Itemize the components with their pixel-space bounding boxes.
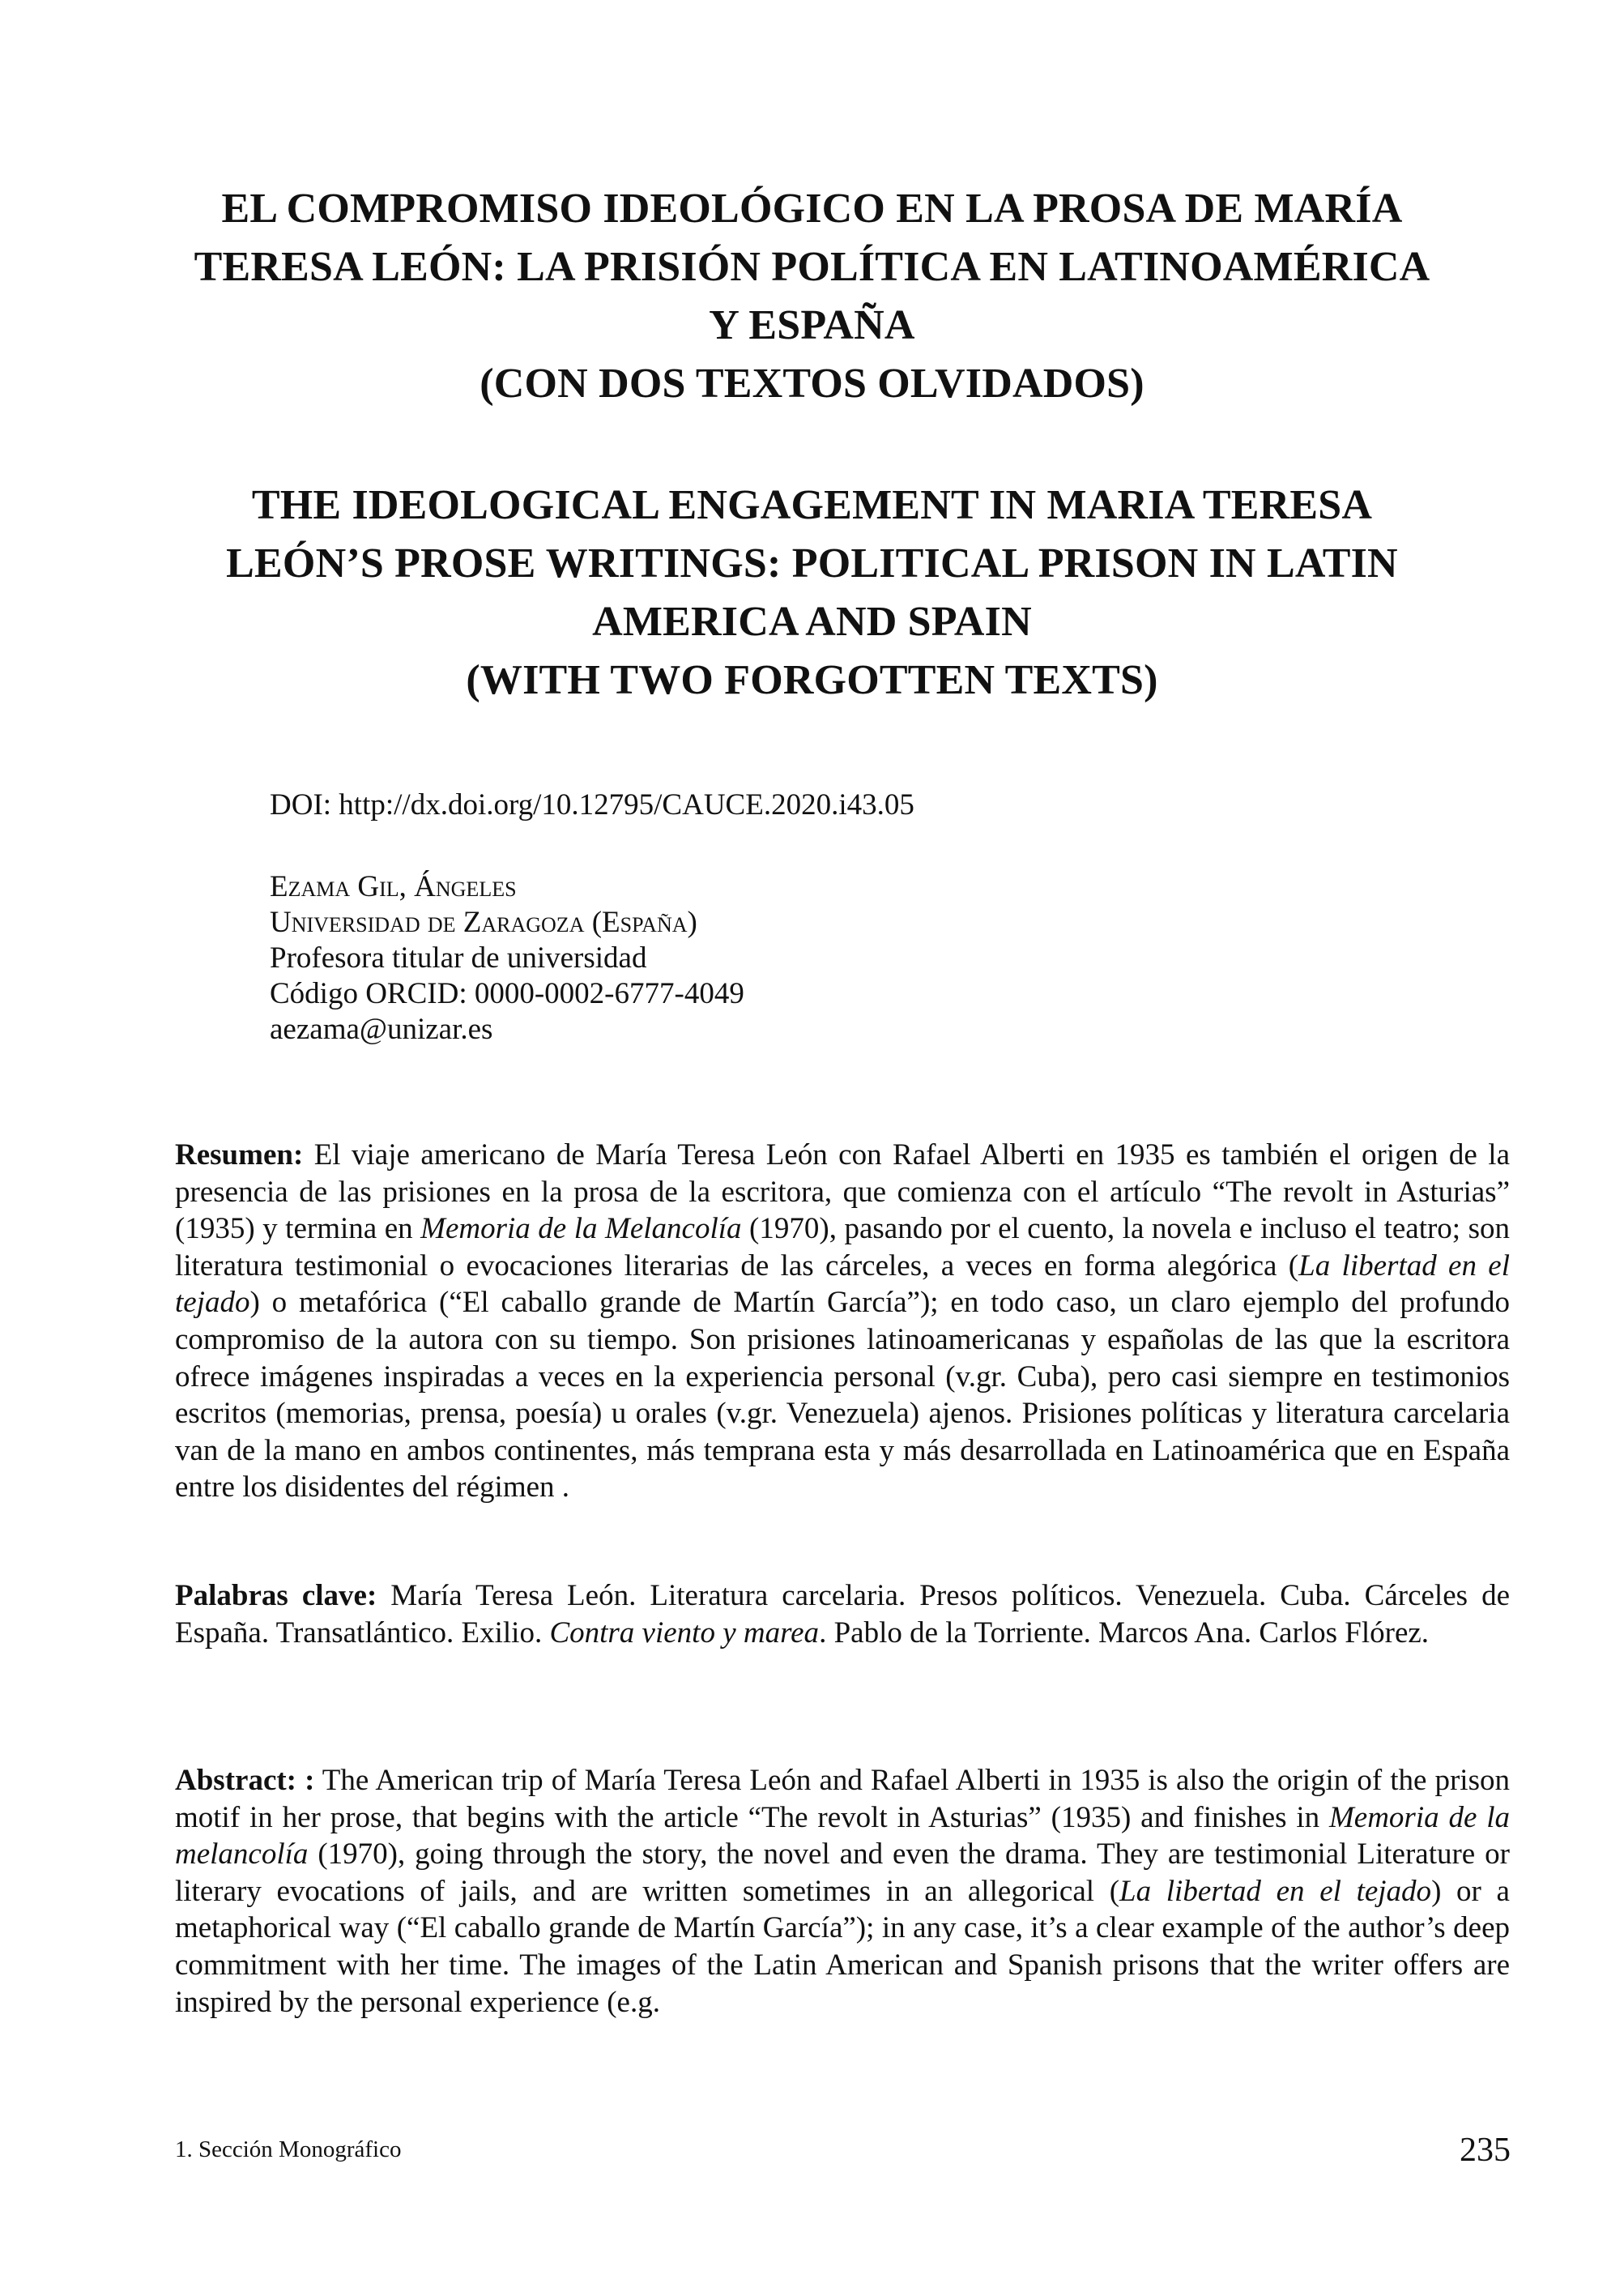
- author-affiliation: Universidad de Zaragoza (España): [270, 906, 697, 939]
- title-line: Y ESPAÑA: [709, 302, 915, 348]
- keywords-paragraph: [175, 1577, 1510, 1651]
- footer-section: 1. Sección Monográfico: [175, 2136, 402, 2162]
- resumen-paragraph: [175, 1137, 1510, 1506]
- abstract-label: Abstract: :: [175, 1764, 315, 1797]
- text-segment: El viaje americano de María Teresa León con Rafael Alberti en 1935 es también el origen de la presencia de las prisiones en la prosa de la escritora, que comienza con el artículo “The revolt in Asturias” (1935) y termina en: [175, 1138, 1510, 1246]
- author-email[interactable]: aezama@unizar.es: [270, 1013, 493, 1046]
- author-orcid: Código ORCID: 0000-0002-6777-4049: [270, 977, 744, 1010]
- title-english: [146, 476, 1478, 710]
- text-segment: . Pablo de la Torriente. Marcos Ana. Carlos Flórez.: [819, 1615, 1430, 1650]
- title-line: (CON DOS TEXTOS OLVIDADOS): [480, 361, 1144, 407]
- resumen-label: Resumen:: [175, 1138, 304, 1172]
- italic-title: La libertad en el tejado: [1119, 1874, 1432, 1908]
- text-segment: ) or a metaphorical way (“El caballo grande de Martín García”); in any case, it’s a clear example of the author’s deep commitment with her time. The images of the Latin American and Spanish prisons that the writer offers are inspired by the personal experience (e.g.: [175, 1874, 1510, 2019]
- doi-link[interactable]: DOI: http://dx.doi.org/10.12795/CAUCE.2020.i43.05: [270, 788, 914, 822]
- text-segment: (1970), pasando por el cuento, la novela e incluso el teatro; son literatura testimonial o evocaciones literarias de las cárceles, a veces en forma alegórica (: [175, 1212, 1510, 1283]
- italic-title: Memoria de la Melancolía: [420, 1212, 742, 1246]
- title-line: AMERICA AND SPAIN: [592, 599, 1032, 645]
- abstract-paragraph: [175, 1762, 1510, 2021]
- text-segment: (1970), going through the story, the novel and even the drama. They are testimonial Literature or literary evocations of jails, and are written sometimes in an allegorical (: [175, 1837, 1510, 1908]
- title-line: EL COMPROMISO IDEOLÓGICO EN LA PROSA DE MARÍA: [221, 186, 1403, 232]
- italic-title: Memoria de la melancolía: [175, 1800, 1510, 1872]
- text-segment: The American trip of María Teresa León and Rafael Alberti in 1935 is also the origin of the prison motif in her prose, that begins with the article “The revolt in Asturias” (1935) and finishes in: [175, 1764, 1510, 1834]
- title-line: TERESA LEÓN: LA PRISIÓN POLÍTICA EN LATINOAMÉRICA: [194, 244, 1430, 290]
- italic-title: Contra viento y marea: [549, 1615, 820, 1650]
- title-line: THE IDEOLOGICAL ENGAGEMENT IN MARIA TERESA: [251, 482, 1373, 528]
- title-line: (WITH TWO FORGOTTEN TEXTS): [466, 657, 1158, 703]
- keywords-label: Palabras clave:: [175, 1579, 377, 1612]
- title-line: LEÓN’S PROSE WRITINGS: POLITICAL PRISON IN LATIN: [226, 540, 1398, 587]
- title-spanish: [146, 180, 1478, 413]
- author-name: Ezama Gil, Ángeles: [270, 870, 517, 903]
- text-segment: María Teresa León. Literatura carcelaria. Presos políticos. Venezuela. Cuba. Cárceles de España. Transatlántico. Exilio.: [175, 1579, 1510, 1650]
- author-position: Profesora titular de universidad: [270, 941, 647, 975]
- page-number: 235: [1460, 2132, 1511, 2169]
- italic-title: La libertad en el tejado: [175, 1248, 1510, 1320]
- text-segment: ) o metafórica (“El caballo grande de Martín García”); en todo caso, un claro ejemplo del profundo compromiso de la autora con su tiempo. Son prisiones latinoamericanas y españolas de las que la escritora ofrece imágenes inspiradas a veces en la experiencia personal (v.gr. Cuba), pero casi siempre en testimonios escritos (memorias, prensa, poesía) u orales (v.gr. Venezuela) ajenos. Prisiones políticas y literatura carcelaria van de la mano en ambos continentes, más temprana esta y más desarrollada en Latinoamérica que en España entre los disidentes del régimen .: [175, 1286, 1510, 1505]
- author-info: [270, 869, 744, 1048]
